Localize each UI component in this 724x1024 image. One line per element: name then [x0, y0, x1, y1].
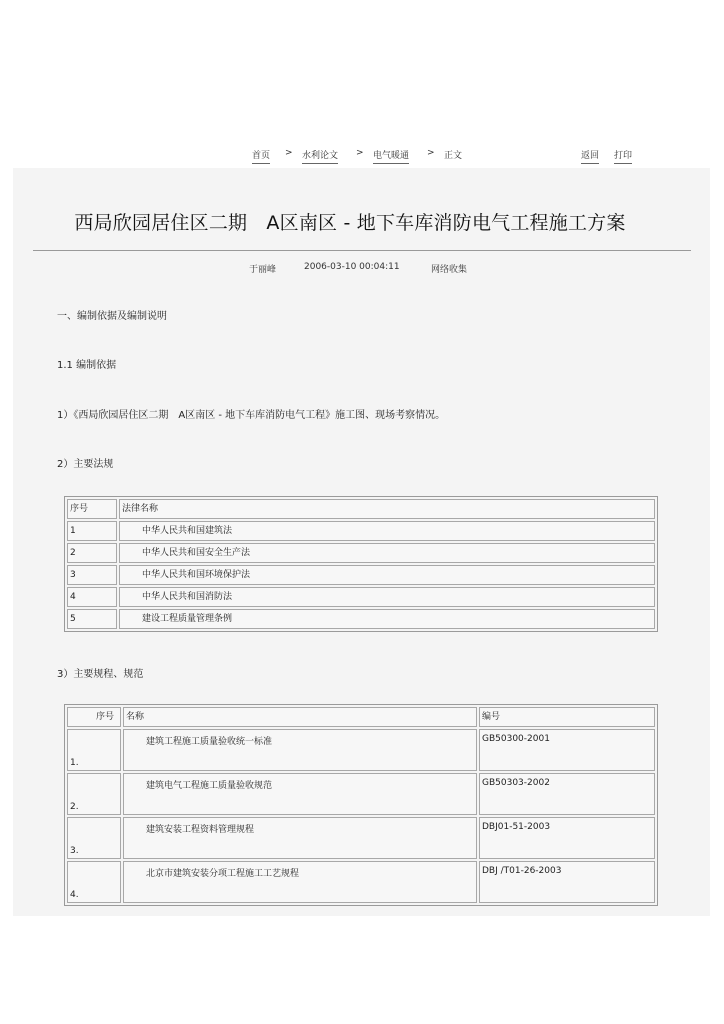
row-number: 2.: [70, 802, 79, 812]
section-heading: 一、编制依据及编制说明: [57, 311, 167, 322]
article-title: 西局欣园居住区二期 A区南区 - 地下车库消防电气工程施工方案: [74, 212, 626, 234]
table-cell-index: 1: [67, 521, 117, 541]
table-header-cell: 序号: [67, 499, 117, 519]
table-header-cell: 编号: [479, 707, 655, 727]
table-row: [67, 729, 655, 771]
table-row: [67, 543, 655, 563]
paragraph-standards-heading: 3）主要规程、规范: [57, 669, 144, 680]
table-cell-name: 建筑安装工程资料管理规程: [123, 817, 477, 859]
table-cell-index: 5: [67, 609, 117, 629]
table-cell-code: DBJ /T01-26-2003: [479, 861, 655, 903]
table-cell-name: 建筑工程施工质量验收统一标准: [123, 729, 477, 771]
paragraph-laws-heading: 2）主要法规: [57, 459, 114, 470]
table-row: [67, 521, 655, 541]
row-number: 1.: [70, 758, 79, 768]
table-row: [67, 609, 655, 629]
table-header-row: [67, 707, 655, 727]
title-divider: [33, 250, 691, 251]
table-cell-index: 2: [67, 543, 117, 563]
breadcrumb-home-link[interactable]: 首页: [252, 148, 270, 164]
table-cell-index: [67, 817, 121, 859]
breadcrumb-bar: [0, 148, 724, 166]
print-link[interactable]: 打印: [614, 148, 632, 164]
table-cell-name: 北京市建筑安装分项工程施工工艺规程: [123, 861, 477, 903]
table-row: [67, 587, 655, 607]
article-source: 网络收集: [431, 265, 468, 275]
breadcrumb-separator: >: [285, 148, 293, 158]
row-number: 3.: [70, 846, 79, 856]
table-cell-index: 3: [67, 565, 117, 585]
table-cell-name: 建设工程质量管理条例: [119, 609, 655, 629]
table-cell-name: 中华人民共和国消防法: [119, 587, 655, 607]
table-header-cell: 序号: [67, 707, 121, 727]
table-header-cell: 名称: [123, 707, 477, 727]
table-cell-code: GB50303-2002: [479, 773, 655, 815]
standards-table: [64, 704, 658, 906]
table-row: [67, 817, 655, 859]
table-row: [67, 861, 655, 903]
breadcrumb-current: 正文: [444, 151, 463, 161]
breadcrumb-subcategory-link[interactable]: 电气暖通: [373, 148, 409, 164]
table-cell-index: [67, 729, 121, 771]
table-cell-index: [67, 861, 121, 903]
table-row: [67, 565, 655, 585]
back-link[interactable]: 返回: [581, 148, 599, 164]
article-datetime: 2006-03-10 00:04:11: [304, 262, 400, 272]
table-cell-index: 4: [67, 587, 117, 607]
table-cell-code: DBJ01-51-2003: [479, 817, 655, 859]
table-header-cell: 法律名称: [119, 499, 655, 519]
table-cell-code: GB50300-2001: [479, 729, 655, 771]
table-cell-name: 中华人民共和国安全生产法: [119, 543, 655, 563]
breadcrumb-category-link[interactable]: 水利论文: [302, 148, 338, 164]
table-row: [67, 773, 655, 815]
breadcrumb-separator: >: [356, 148, 364, 158]
article-author: 于丽峰: [249, 265, 277, 275]
laws-table: [64, 496, 658, 632]
table-cell-name: 建筑电气工程施工质量验收规范: [123, 773, 477, 815]
table-header-row: [67, 499, 655, 519]
table-cell-name: 中华人民共和国建筑法: [119, 521, 655, 541]
table-cell-name: 中华人民共和国环境保护法: [119, 565, 655, 585]
row-number: 4.: [70, 890, 79, 900]
table-cell-index: [67, 773, 121, 815]
paragraph-drawings: 1）《西局欣园居住区二期 A区南区 - 地下车库消防电气工程》施工图、现场考察情况。: [57, 410, 446, 421]
subsection-heading: 1.1 编制依据: [57, 360, 117, 371]
breadcrumb-separator: >: [427, 148, 435, 158]
